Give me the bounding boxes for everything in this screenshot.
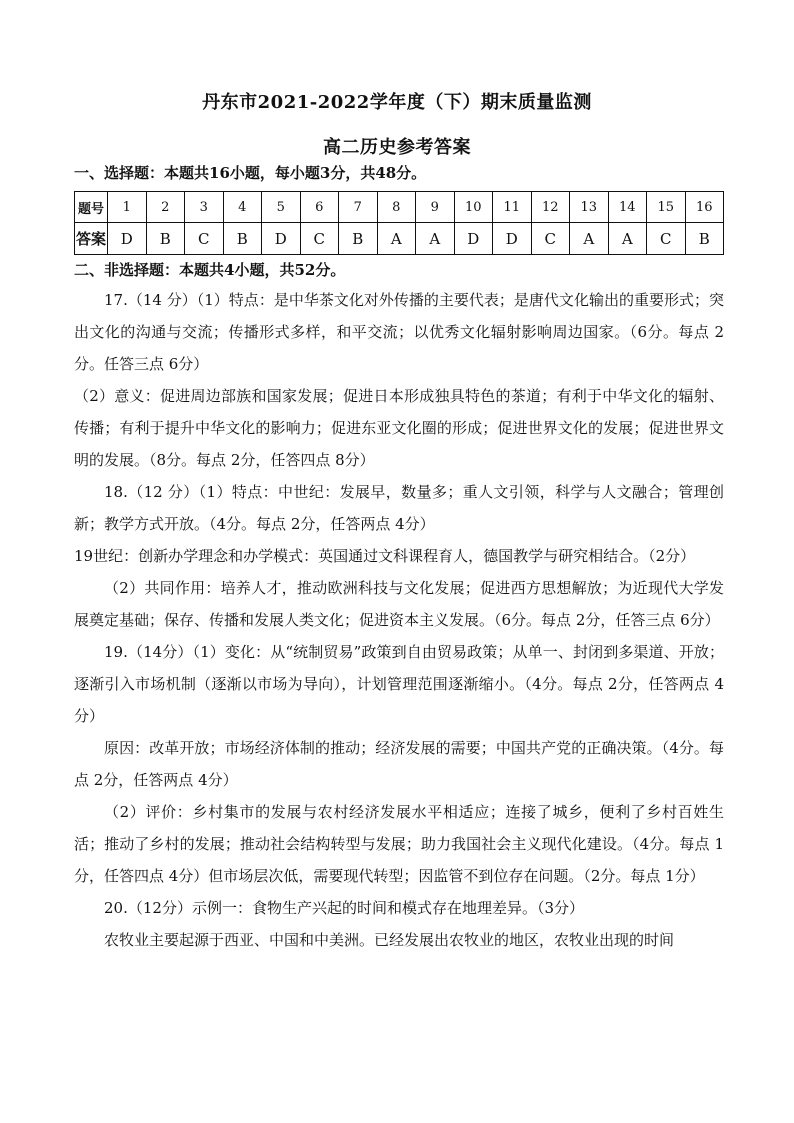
- question-number: 9: [416, 192, 455, 223]
- question-number: 8: [377, 192, 416, 223]
- q17-part2: （2）意义：促进周边部族和国家发展；促进日本形成独具特色的茶道；有利于中华文化的辐射、传播；有利于提升中华文化的影响力；促进东亚文化圈的形成；促进世界文化的发展；促进世界文明的发展。（8分。每点 2分，任答四点 8分）: [74, 387, 724, 469]
- q17-part1: 17.（14 分）（1）特点：是中华茶文化对外传播的主要代表；是唐代文化输出的重要形式；突出文化的沟通与交流；传播形式多样，和平交流；以优秀文化辐射影响周边国家。（6分。每点 2分。任答三点 6分）: [74, 291, 724, 373]
- q20-body: 农牧业主要起源于西亚、中国和中美洲。已经发展出农牧业的地区，农牧业出现的时间: [104, 931, 675, 949]
- answer-body: [74, 284, 724, 956]
- answer-cell: D: [493, 223, 532, 255]
- answer-cell: A: [416, 223, 455, 255]
- question-number: 11: [493, 192, 532, 223]
- answer-row: [75, 223, 724, 255]
- question-number: 6: [300, 192, 339, 223]
- answer-cell: B: [223, 223, 262, 255]
- row-label-question: 题号: [75, 192, 108, 223]
- q18-part1: 18.（12 分）（1）特点：中世纪：发展早，数量多；重人文引领，科学与人文融合；管理创新；教学方式开放。（4分。每点 2分，任答两点 4分）: [74, 483, 724, 533]
- question-number: 4: [223, 192, 262, 223]
- question-number: 12: [531, 192, 570, 223]
- answer-table: [74, 191, 724, 255]
- answer-cell: A: [570, 223, 609, 255]
- section-2-heading: 二、非选择题：本题共4小题，共52分。: [74, 261, 346, 279]
- answer-cell: C: [531, 223, 570, 255]
- question-number-row: [75, 192, 724, 223]
- page-subtitle: 高二历史参考答案: [323, 137, 471, 158]
- section-1-heading: 一、选择题：本题共16小题，每小题3分，共48分。: [74, 164, 427, 182]
- answer-cell: C: [300, 223, 339, 255]
- question-number: 13: [570, 192, 609, 223]
- answer-cell: B: [685, 223, 724, 255]
- answer-cell: B: [146, 223, 185, 255]
- question-number: 7: [339, 192, 378, 223]
- q19-part2: （2）评价：乡村集市的发展与农村经济发展水平相适应；连接了城乡，便利了乡村百姓生活；推动了乡村的发展；推动社会结构转型与发展；助力我国社会主义现代化建设。（4分。每点 1分，任答四点 4分）但市场层次低，需要现代转型；因监管不到位存在问题。（2分。每点 1分）: [74, 803, 724, 885]
- page-title: 丹东市2021-2022学年度（下）期末质量监测: [202, 92, 592, 113]
- answer-cell: C: [185, 223, 224, 255]
- q18-part2: （2）共同作用：培养人才，推动欧洲科技与文化发展；促进西方思想解放；为近现代大学发展奠定基础；保存、传播和发展人类文化；促进资本主义发展。（6分。每点 2分，任答三点 6分）: [74, 579, 724, 629]
- q19-part1-reasons: 原因：改革开放；市场经济体制的推动；经济发展的需要；中国共产党的正确决策。（4分。每点 2分，任答两点 4分）: [74, 739, 724, 789]
- answer-cell: D: [108, 223, 147, 255]
- q19-part1: 19.（14分）（1）变化：从“统制贸易”政策到自由贸易政策；从单一、封闭到多渠道、开放；逐渐引入市场机制（逐渐以市场为导向），计划管理范围逐渐缩小。（4分。每点 2分，任答两点 4分）: [74, 643, 724, 725]
- answer-cell: C: [647, 223, 686, 255]
- answer-cell: D: [262, 223, 301, 255]
- row-label-answer: 答案: [75, 223, 108, 255]
- q20-example: 20.（12分）示例一：食物生产兴起的时间和模式存在地理差异。（3分）: [104, 899, 584, 917]
- question-number: 1: [108, 192, 147, 223]
- answer-cell: D: [454, 223, 493, 255]
- question-number: 2: [146, 192, 185, 223]
- question-number: 3: [185, 192, 224, 223]
- question-number: 14: [608, 192, 647, 223]
- answer-cell: A: [608, 223, 647, 255]
- question-number: 16: [685, 192, 724, 223]
- question-number: 15: [647, 192, 686, 223]
- answer-cell: A: [377, 223, 416, 255]
- question-number: 10: [454, 192, 493, 223]
- answer-cell: B: [339, 223, 378, 255]
- q18-part1-19th-century: 19世纪：创新办学理念和办学模式：英国通过文科课程育人，德国教学与研究相结合。（2分）: [74, 547, 696, 565]
- question-number: 5: [262, 192, 301, 223]
